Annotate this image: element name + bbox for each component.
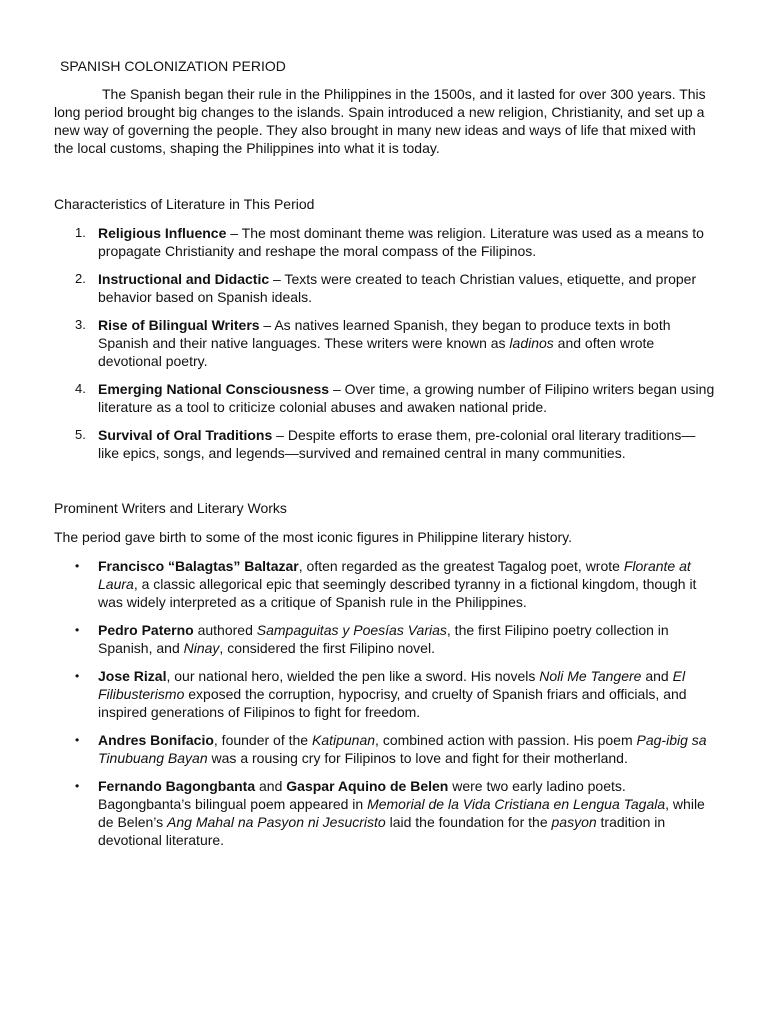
list-item bbox=[54, 557, 716, 611]
item-text: , a classic allegorical epic that seemingly described tyranny in a fictional kingdom, though it was widely interpreted as a critique of Spanish rule in the Philippines. bbox=[98, 576, 697, 610]
list-item bbox=[54, 667, 716, 721]
bullet-icon: • bbox=[75, 559, 80, 573]
bullet-icon: • bbox=[75, 623, 80, 637]
item-text: , considered the first Filipino novel. bbox=[219, 640, 435, 656]
item-text: , the first Filipino poetry collection in Spanish, and bbox=[98, 622, 669, 656]
work-title: Katipunan bbox=[311, 732, 376, 748]
bullet-icon: • bbox=[75, 669, 80, 683]
characteristics-heading: Characteristics of Literature in This Period bbox=[54, 196, 315, 212]
item-text: were two early ladino poets. Bagongbanta’s bilingual poem appeared in bbox=[98, 778, 626, 812]
document-page bbox=[54, 57, 716, 849]
writer-name: Pedro Paterno bbox=[98, 622, 194, 638]
list-item bbox=[54, 777, 716, 849]
item-emphasis: ladinos bbox=[509, 335, 554, 351]
item-term: Survival of Oral Traditions bbox=[98, 427, 273, 443]
item-text: and bbox=[255, 778, 287, 794]
item-term: Instructional and Didactic bbox=[98, 271, 270, 287]
list-item bbox=[54, 380, 716, 416]
item-text: tradition in devotional literature. bbox=[98, 814, 666, 848]
writer-name: Jose Rizal bbox=[98, 668, 167, 684]
item-text: – As natives learned Spanish, they began to produce texts in both Spanish and their native languages. These writers were known as bbox=[98, 317, 671, 351]
list-item bbox=[54, 426, 716, 462]
work-title: Noli Me Tangere bbox=[539, 668, 642, 684]
item-text: , our national hero, wielded the pen like a sword. His novels bbox=[166, 668, 540, 684]
work-title: Pag-ibig sa Tinubuang Bayan bbox=[98, 732, 707, 766]
list-number: 2. bbox=[75, 271, 86, 286]
work-title: pasyon bbox=[551, 814, 597, 830]
work-title: Memorial de la Vida Cristiana en Lengua Tagala bbox=[367, 796, 666, 812]
bullet-icon: • bbox=[75, 779, 80, 793]
list-number: 4. bbox=[75, 381, 86, 396]
item-text: laid the foundation for the bbox=[385, 814, 552, 830]
writer-name: Fernando Bagongbanta bbox=[98, 778, 256, 794]
page-title: SPANISH COLONIZATION PERIOD bbox=[60, 58, 286, 74]
writers-lead: The period gave birth to some of the most iconic figures in Philippine literary history. bbox=[54, 529, 572, 545]
writers-heading: Prominent Writers and Literary Works bbox=[54, 500, 287, 516]
item-text: authored bbox=[193, 622, 257, 638]
work-title: Ang Mahal na Pasyon ni Jesucristo bbox=[167, 814, 386, 830]
item-term: Religious Influence bbox=[98, 225, 227, 241]
intro-paragraph: The Spanish began their rule in the Philippines in the 1500s, and it lasted for over 300 years. This long period brought big changes to the islands. Spain introduced a new religion, Christianity, and set up a new way of governing the people. They also brought in many new ideas and ways of life that mixed with the local customs, shaping the Philippines into what it is today. bbox=[54, 86, 706, 156]
list-number: 1. bbox=[75, 225, 86, 240]
item-text: – The most dominant theme was religion. Literature was used as a means to propagate Christianity and reshape the moral compass of the Filipinos. bbox=[98, 225, 704, 259]
characteristics-list bbox=[54, 224, 716, 462]
writer-name: Gaspar Aquino de Belen bbox=[286, 778, 449, 794]
list-item bbox=[54, 621, 716, 657]
writers-list bbox=[54, 557, 716, 849]
work-title: Ninay bbox=[183, 640, 220, 656]
item-text: , founder of the bbox=[213, 732, 312, 748]
list-item bbox=[54, 224, 716, 260]
item-text: , often regarded as the greatest Tagalog poet, wrote bbox=[298, 558, 624, 574]
writer-name: Francisco “Balagtas” Baltazar bbox=[98, 558, 299, 574]
work-title: Sampaguitas y Poesías Varias bbox=[256, 622, 447, 638]
item-text: – Texts were created to teach Christian values, etiquette, and proper behavior based on Spanish ideals. bbox=[98, 271, 697, 305]
list-number: 5. bbox=[75, 427, 86, 442]
item-text: – Over time, a growing number of Filipino writers began using literature as a tool to criticize colonial abuses and awaken national pride. bbox=[98, 381, 715, 415]
bullet-icon: • bbox=[75, 733, 80, 747]
work-title: El Filibusterismo bbox=[98, 668, 686, 702]
work-title: Florante at Laura bbox=[98, 558, 691, 592]
list-item bbox=[54, 270, 716, 306]
list-number: 3. bbox=[75, 317, 86, 332]
item-term: Emerging National Consciousness bbox=[98, 381, 330, 397]
item-text: , while de Belen’s bbox=[98, 796, 705, 830]
item-term: Rise of Bilingual Writers bbox=[98, 317, 260, 333]
item-text: exposed the corruption, hypocrisy, and cruelty of Spanish friars and officials, and inspired generations of Filipinos to fight for freedom. bbox=[98, 686, 687, 720]
item-text: and often wrote devotional poetry. bbox=[98, 335, 655, 369]
item-text: and bbox=[641, 668, 673, 684]
list-item bbox=[54, 316, 716, 370]
item-text: was a rousing cry for Filipinos to love and fight for their motherland. bbox=[207, 750, 628, 766]
list-item bbox=[54, 731, 716, 767]
item-text: , combined action with passion. His poem bbox=[375, 732, 637, 748]
writer-name: Andres Bonifacio bbox=[98, 732, 214, 748]
item-text: – Despite efforts to erase them, pre-colonial oral literary traditions—like epics, songs, and legends—survived and remained central in many communities. bbox=[98, 427, 696, 461]
